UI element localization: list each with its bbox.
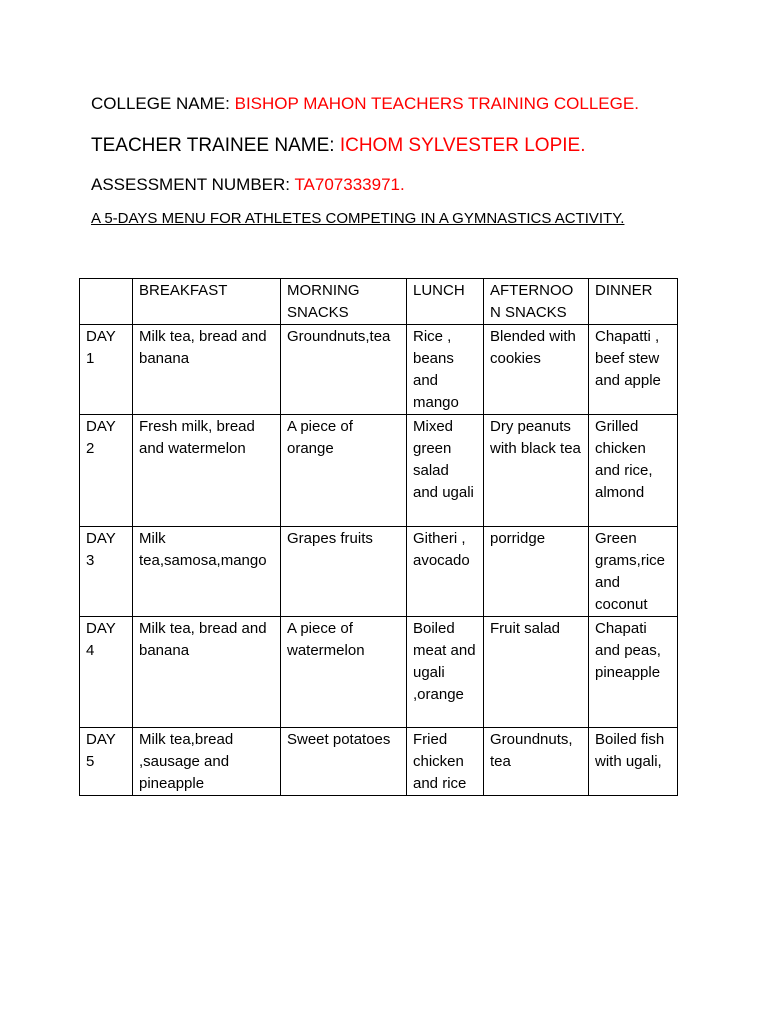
afternoon-snacks-cell: porridge — [484, 527, 589, 617]
morning-snacks-cell: A piece of watermelon — [281, 617, 407, 728]
assessment-number-line — [91, 175, 405, 195]
day-cell: DAY 3 — [80, 527, 133, 617]
breakfast-cell: Milk tea, bread and banana — [133, 617, 281, 728]
header-cell-lunch: LUNCH — [407, 279, 484, 325]
morning-snacks-cell: Groundnuts,tea — [281, 325, 407, 415]
lunch-cell: Rice , beans and mango — [407, 325, 484, 415]
trainee-name-label: TEACHER TRAINEE NAME: — [91, 135, 335, 156]
breakfast-cell: Fresh milk, bread and watermelon — [133, 415, 281, 527]
header-cell-corner — [80, 279, 133, 325]
college-name-value: BISHOP MAHON TEACHERS TRAINING COLLEGE. — [234, 94, 639, 113]
lunch-cell: Githeri , avocado — [407, 527, 484, 617]
dinner-cell: Chapati and peas, pineapple — [589, 617, 678, 728]
table-row — [80, 728, 678, 796]
menu-table — [79, 278, 678, 796]
day-cell: DAY 2 — [80, 415, 133, 527]
afternoon-snacks-cell: Groundnuts, tea — [484, 728, 589, 796]
dinner-cell: Grilled chicken and rice, almond — [589, 415, 678, 527]
table-row — [80, 527, 678, 617]
day-cell: DAY 5 — [80, 728, 133, 796]
day-cell: DAY 1 — [80, 325, 133, 415]
lunch-cell: Fried chicken and rice — [407, 728, 484, 796]
table-header-row — [80, 279, 678, 325]
afternoon-snacks-cell: Dry peanuts with black tea — [484, 415, 589, 527]
trainee-name-line — [91, 135, 585, 157]
header-cell-afternoon-snacks: AFTERNOON SNACKS — [484, 279, 589, 325]
afternoon-snacks-cell: Fruit salad — [484, 617, 589, 728]
dinner-cell: Chapatti , beef stew and apple — [589, 325, 678, 415]
college-name-line — [91, 94, 639, 114]
dinner-cell: Boiled fish with ugali, — [589, 728, 678, 796]
trainee-name-value: ICHOM SYLVESTER LOPIE. — [339, 135, 586, 156]
header-cell-morning-snacks: MORNING SNACKS — [281, 279, 407, 325]
assessment-number-value: TA707333971. — [294, 175, 405, 194]
header-cell-breakfast: BREAKFAST — [133, 279, 281, 325]
morning-snacks-cell: A piece of orange — [281, 415, 407, 527]
breakfast-cell: Milk tea, bread and banana — [133, 325, 281, 415]
afternoon-snacks-cell: Blended with cookies — [484, 325, 589, 415]
header-cell-dinner: DINNER — [589, 279, 678, 325]
morning-snacks-cell: Grapes fruits — [281, 527, 407, 617]
table-row — [80, 325, 678, 415]
day-cell: DAY 4 — [80, 617, 133, 728]
table-row — [80, 617, 678, 728]
dinner-cell: Green grams,rice and coconut — [589, 527, 678, 617]
breakfast-cell: Milk tea,samosa,mango — [133, 527, 281, 617]
lunch-cell: Mixed green salad and ugali — [407, 415, 484, 527]
assessment-number-label: ASSESSMENT NUMBER: — [91, 175, 291, 194]
college-name-label: COLLEGE NAME: — [91, 94, 230, 113]
menu-title: A 5-DAYS MENU FOR ATHLETES COMPETING IN A GYMNASTICS ACTIVITY. — [91, 210, 625, 227]
table-row — [80, 415, 678, 527]
lunch-cell: Boiled meat and ugali ,orange — [407, 617, 484, 728]
morning-snacks-cell: Sweet potatoes — [281, 728, 407, 796]
breakfast-cell: Milk tea,bread ,sausage and pineapple — [133, 728, 281, 796]
